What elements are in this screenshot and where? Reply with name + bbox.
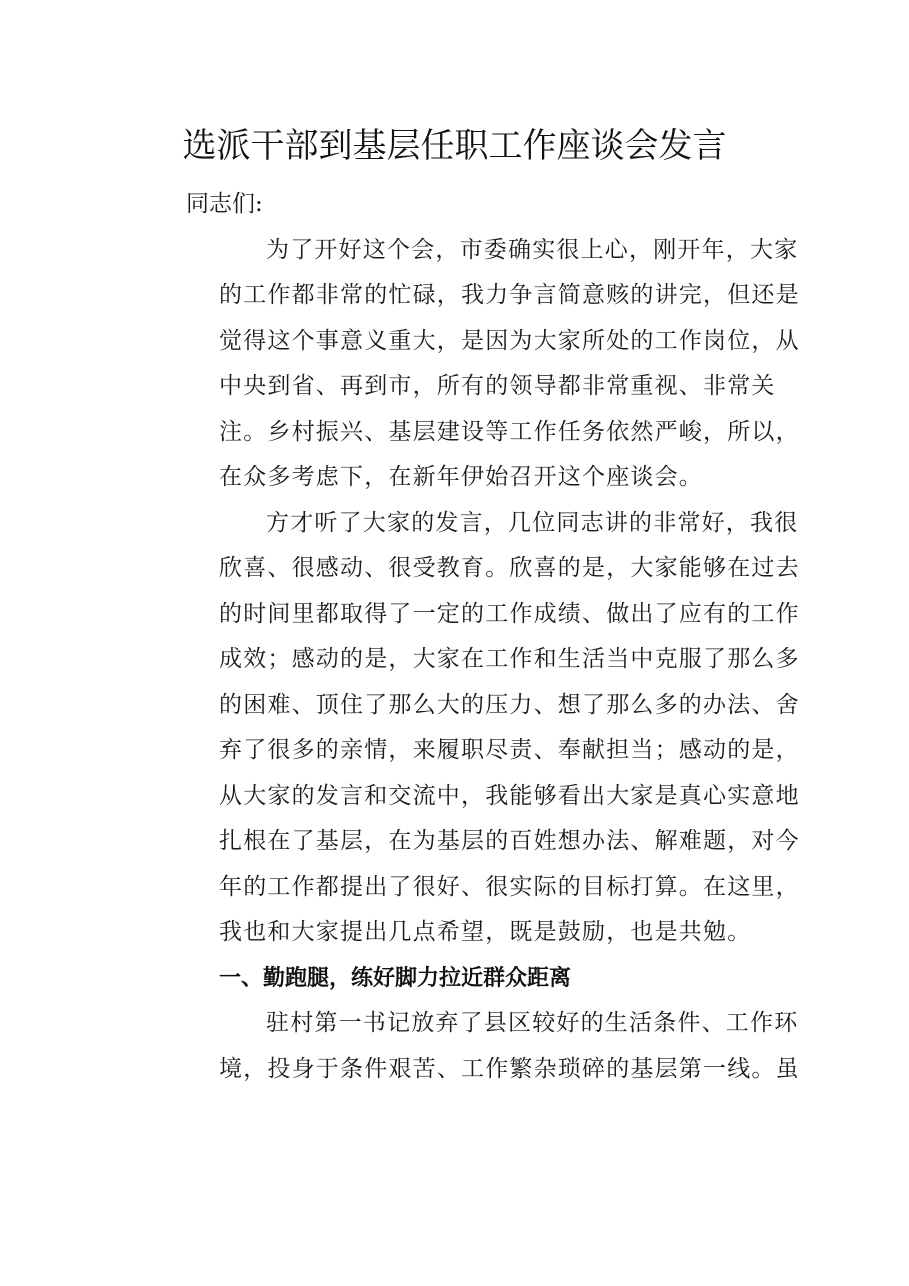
paragraph-line: 驻村第一书记放弃了县区较好的生活条件、工作环 xyxy=(266,1010,799,1036)
paragraph-line: 境，投身于条件艰苦、工作繁杂琐碎的基层第一线。虽 xyxy=(219,1055,800,1082)
paragraph-line: 年的工作都提出了很好、很实际的目标打算。在这里， xyxy=(219,873,800,900)
salutation: 同志们: xyxy=(186,191,263,217)
document-body xyxy=(172,182,800,1092)
paragraph-3 xyxy=(172,1001,800,1092)
paragraph-line: 从大家的发言和交流中，我能够看出大家是真心实意地 xyxy=(219,782,800,809)
paragraph-line: 扎根在了基层，在为基层的百姓想办法、解难题，对今 xyxy=(219,828,800,854)
paragraph-line: 的时间里都取得了一定的工作成绩、做出了应有的工作 xyxy=(219,600,800,627)
paragraph-line: 为了开好这个会，市委确实很上心，刚开年，大家 xyxy=(266,236,799,263)
document-title: 选派干部到基层任职工作座谈会发言 xyxy=(182,126,727,166)
paragraph-line: 的工作都非常的忙碌，我力争言简意赅的讲完，但还是 xyxy=(219,282,800,308)
paragraph-line: 欣喜、很感动、很受教育。欣喜的是，大家能够在过去 xyxy=(219,555,800,581)
paragraph-2 xyxy=(172,501,800,956)
section-heading: 一、勤跑腿，练好脚力拉近群众距离 xyxy=(219,965,572,991)
paragraph-line: 觉得这个事意义重大，是因为大家所处的工作岗位，从 xyxy=(219,327,800,354)
paragraph-line: 我也和大家提出几点希望，既是鼓励，也是共勉。 xyxy=(219,919,752,945)
paragraph-line: 注。乡村振兴、基层建设等工作任务依然严峻，所以， xyxy=(219,418,800,445)
paragraph-1 xyxy=(172,228,800,501)
paragraph-line: 弃了很多的亲情，来履职尽责、奉献担当；感动的是， xyxy=(219,737,800,763)
paragraph-line: 的困难、顶住了那么大的压力、想了那么多的办法、舍 xyxy=(219,691,800,718)
paragraph-line: 在众多考虑下，在新年伊始召开这个座谈会。 xyxy=(219,464,703,490)
paragraph-line: 方才听了大家的发言，几位同志讲的非常好，我很 xyxy=(266,509,799,536)
paragraph-line: 成效；感动的是，大家在工作和生活当中克服了那么多 xyxy=(219,646,800,672)
paragraph-line: 中央到省、再到市，所有的领导都非常重视、非常关 xyxy=(219,373,776,399)
